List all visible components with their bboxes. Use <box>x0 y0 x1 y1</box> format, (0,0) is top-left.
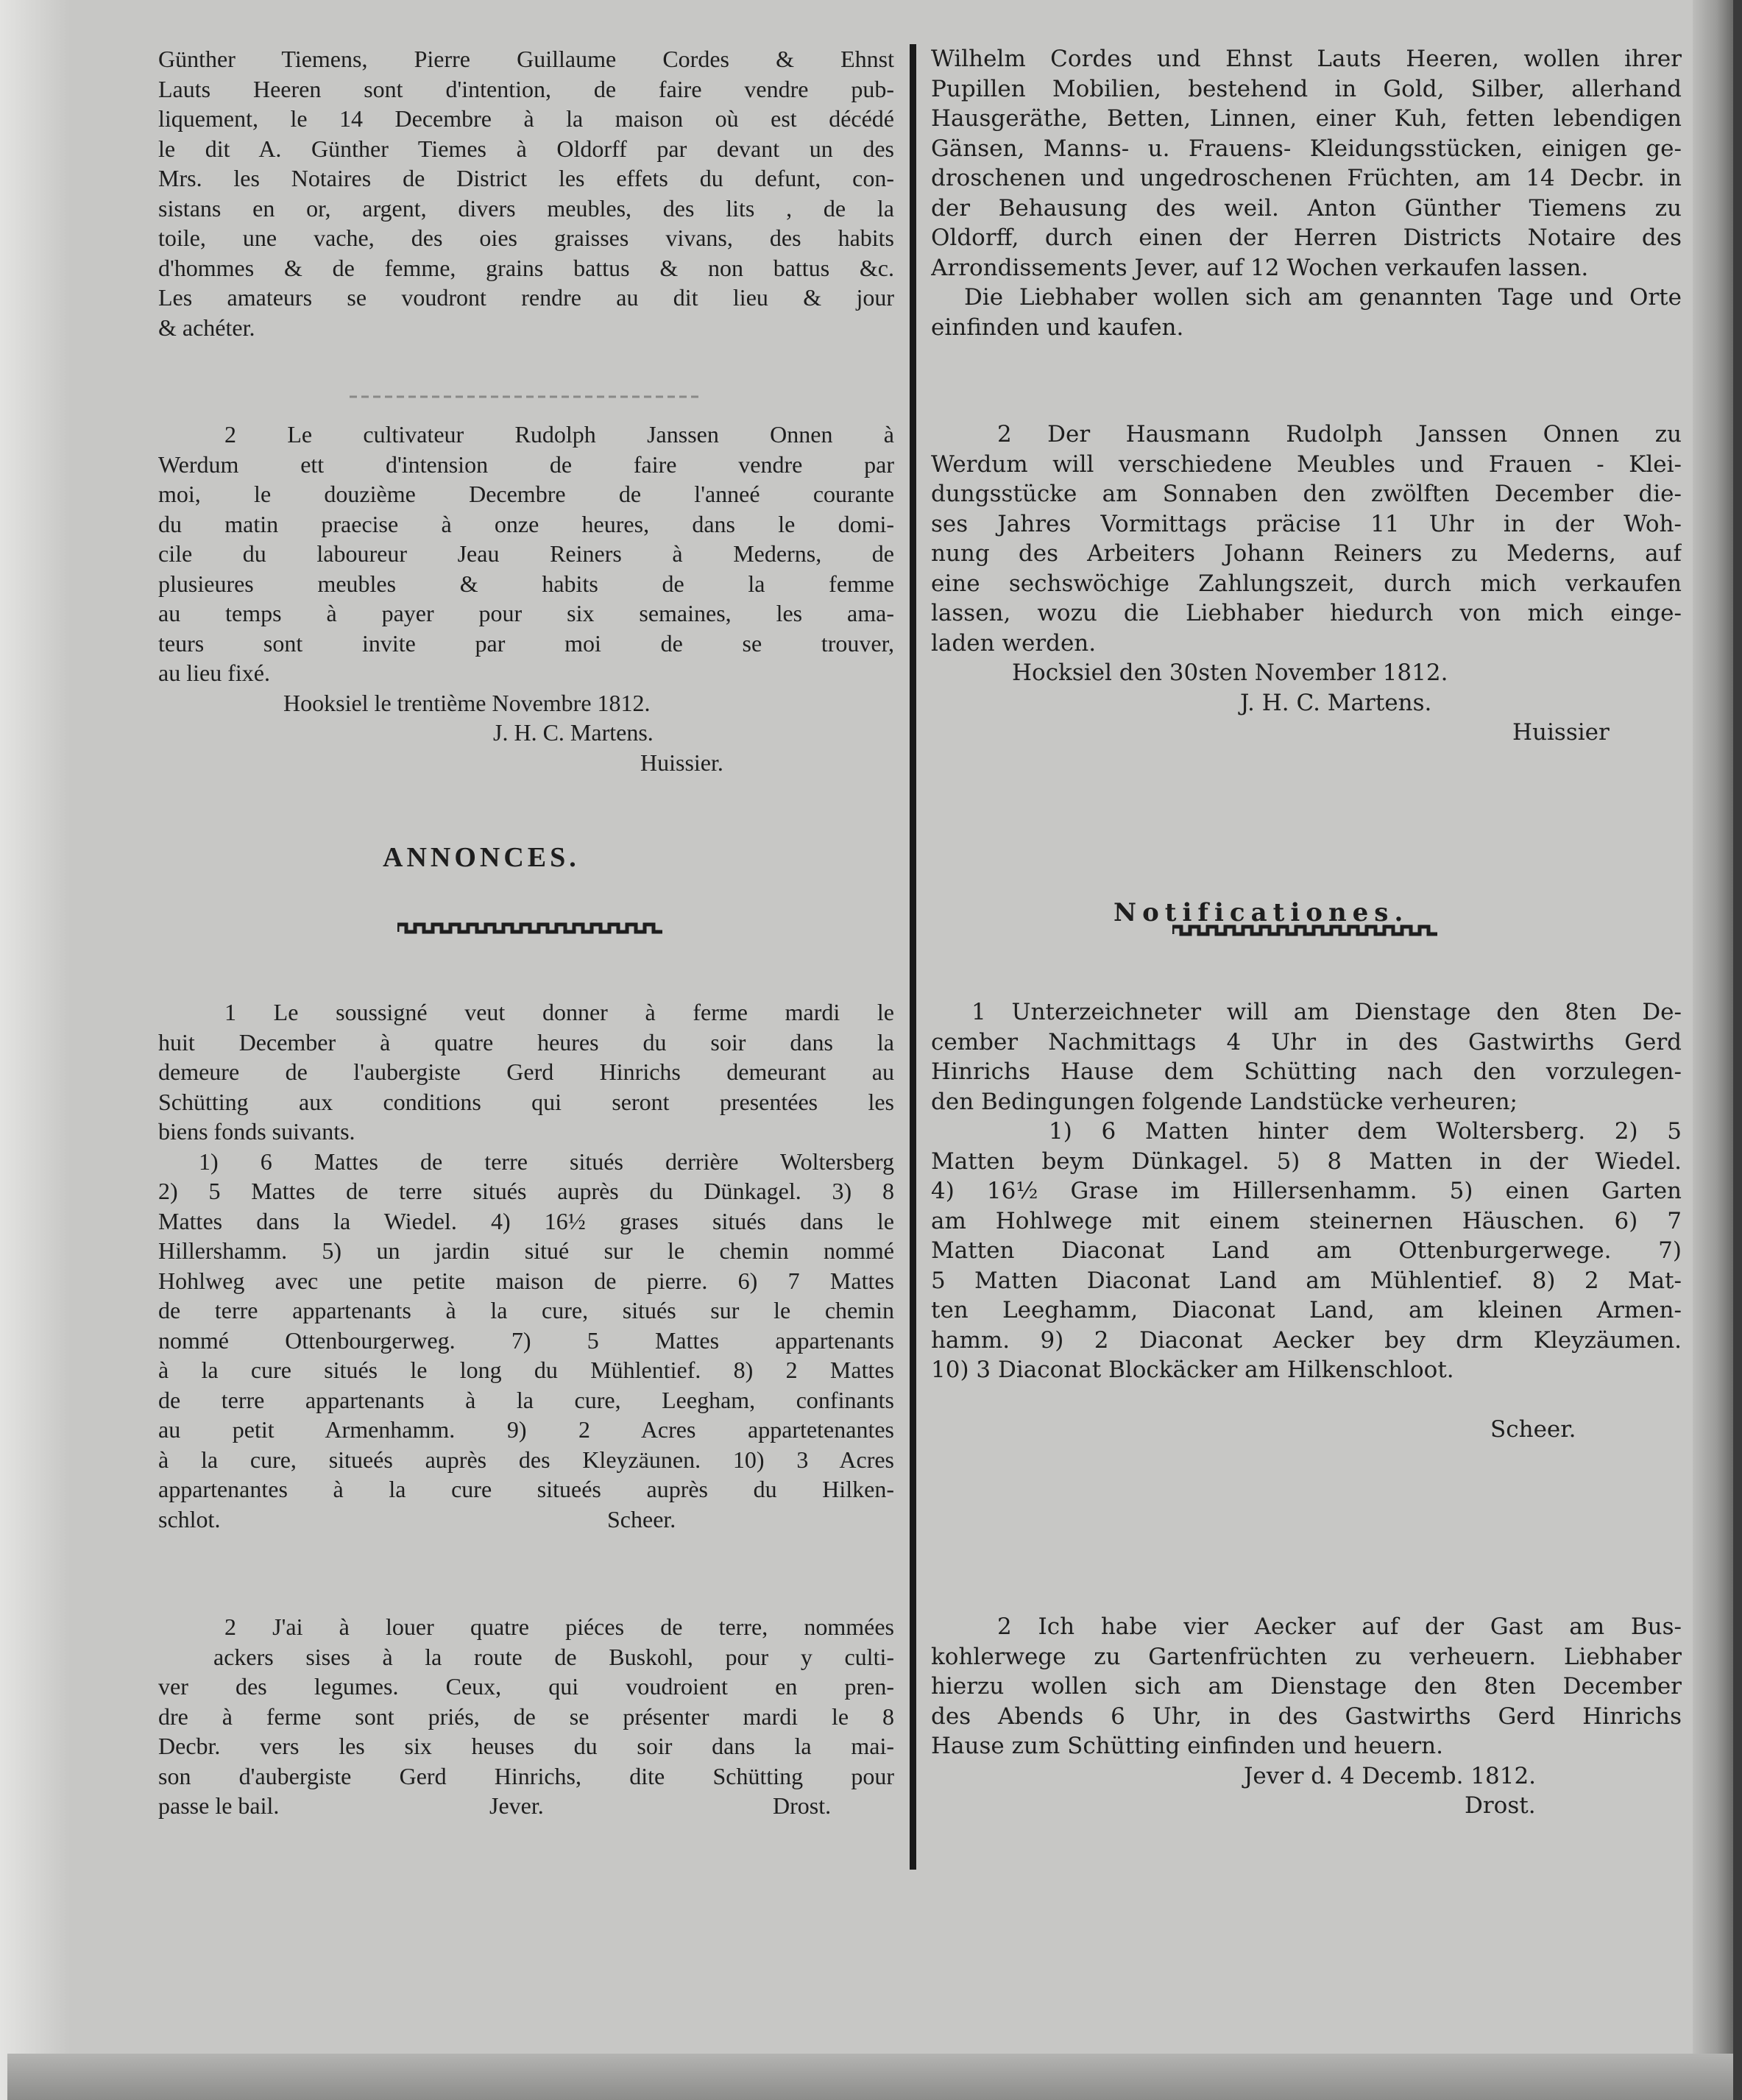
text-line: hamm. 9) 2 Diaconat Aecker bey drm Kleyzäumen. <box>931 1326 1682 1354</box>
text-line: au temps à payer pour six semaines, les ama- <box>158 600 894 626</box>
text-line: 1) 6 Matten hinter dem Woltersberg. 2) 5 <box>1049 1118 1682 1145</box>
text-line: Matten Diaconat Land am Ottenburgerwege. 7) <box>931 1237 1682 1264</box>
text-line: d'hommes & de femme, grains battus & non battus &c. <box>158 254 894 281</box>
notice-scheer-de <box>931 997 1682 1444</box>
heading-ornament <box>1172 922 1437 938</box>
text-line: Lauts Heeren sont d'intention, de faire vendre pub- <box>158 75 894 102</box>
place-date: Jever d. 4 Decemb. 1812. <box>1244 1762 1537 1789</box>
text-line: 2) 5 Mattes de terre situés auprès du Dünkagel. 3) 8 <box>158 1178 894 1204</box>
text-line: Les amateurs se voudront rendre au dit lieu & jour <box>158 284 894 311</box>
text-line: moi, le douzième Decembre de l'anneé courante <box>158 481 894 507</box>
text-line: Pupillen Mobilien, bestehend in Gold, Silber, allerhand <box>931 75 1682 102</box>
text-line: kohlerwege zu Gartenfrüchten zu verheuern. Liebhaber <box>931 1643 1682 1670</box>
text-line: Arrondissements Jever, auf 12 Wochen verkaufen lassen. <box>931 254 1589 281</box>
text-line: plusieures meubles & habits de la femme <box>158 570 894 597</box>
text-line: biens fonds suivants. <box>158 1118 355 1145</box>
text-line: au petit Armenhamm. 9) 2 Acres appartetenantes <box>158 1416 894 1443</box>
text-line: Oldorff, durch einen der Herren Districts Notaire des <box>931 225 1682 251</box>
place-name: Jever. <box>489 1792 544 1819</box>
text-line: Schütting aux conditions qui seront presentées les <box>158 1088 894 1115</box>
text-line: Hohlweg avec une petite maison de pierre. 6) 7 Mattes <box>158 1267 894 1294</box>
text-line: nung des Arbeiters Johann Reiners zu Mederns, auf <box>931 540 1682 567</box>
text-line: sistans en or, argent, divers meubles, des lits , de la <box>158 194 894 222</box>
signer-name: Drost. <box>773 1792 832 1819</box>
text-line: hierzu wollen sich am Dienstage den 8ten December <box>931 1673 1682 1700</box>
text-line: Die Liebhaber wollen sich am genannten Tage und Orte <box>964 284 1682 311</box>
signer-name: Drost. <box>1465 1792 1536 1819</box>
text-line: 1 Le soussigné veut donner à ferme mardi le <box>224 999 894 1025</box>
text-line: demeure de l'aubergiste Gerd Hinrichs demeurant au <box>158 1058 894 1085</box>
text-line: dungsstücke am Sonnaben den zwölften December die- <box>931 481 1682 507</box>
text-line: 2 J'ai à louer quatre piéces de terre, nommées <box>224 1613 894 1640</box>
text-line: cember Nachmittags 4 Uhr in des Gastwirths Gerd <box>931 1028 1682 1056</box>
text-line: Mattes dans la Wiedel. 4) 16½ grases situés dans le <box>158 1207 894 1234</box>
text-line: ses Jahres Vormittags präcise 11 Uhr in der Woh- <box>931 510 1682 537</box>
text-line: dre à ferme sont priés, de se présenter mardi le 8 <box>158 1703 894 1730</box>
notice-drost-de <box>931 1612 1682 1821</box>
text-line: 4) 16½ Grase im Hillersenhamm. 5) einen Garten <box>931 1178 1682 1204</box>
signer-name: Scheer. <box>1490 1415 1576 1443</box>
text-line: liquement, le 14 Decembre à la maison où est décédé <box>158 105 894 132</box>
text-line: 2 Le cultivateur Rudolph Janssen Onnen à <box>224 421 894 448</box>
text-line: teurs sont invite par moi de se trouver, <box>158 629 894 657</box>
text-line: Hillershamm. 5) un jardin situé sur le chemin nommé <box>158 1237 894 1264</box>
text-line: son d'aubergiste Gerd Hinrichs, dite Schütting pour <box>158 1762 894 1789</box>
text-line: du matin praecise à onze heures, dans le domi- <box>158 510 894 537</box>
place-date: Hooksiel le trentième Novembre 1812. <box>283 689 651 716</box>
text-line: le dit A. Günther Tiemes à Oldorff par devant un des <box>158 135 894 162</box>
closing-line <box>158 1791 894 1820</box>
text-line: der Behausung des weil. Anton Günther Tiemens zu <box>931 194 1682 222</box>
text-line: passe le bail. <box>158 1792 280 1819</box>
text-line: 10) 3 Diaconat Blockäcker am Hilkenschloot. <box>931 1357 1454 1383</box>
text-line: 1 Unterzeichneter will am Dienstage den 8ten De- <box>971 999 1682 1025</box>
text-line: laden werden. <box>931 629 1097 657</box>
section-heading-annonces: ANNONCES. <box>383 842 580 873</box>
page-edge-right <box>1693 0 1733 2100</box>
notice-tiemens-fr <box>158 44 894 342</box>
page-curl-shadow <box>0 0 70 2100</box>
text-line: 2 Ich habe vier Aecker auf der Gast am Bus- <box>997 1613 1682 1640</box>
text-line: einfinden und kaufen. <box>931 314 1184 341</box>
text-line: am Hohlwege mit einem steinernen Häuschen. 6) 7 <box>931 1207 1682 1234</box>
text-line: de terre appartenants à la cure, Leegham, confinants <box>158 1386 894 1413</box>
text-line: Hause zum Schütting einfinden und heuern. <box>931 1733 1443 1759</box>
text-line: au lieu fixé. <box>158 660 270 686</box>
text-line: ackers sises à la route de Buskohl, pour y culti- <box>213 1643 894 1670</box>
page-edge-bottom <box>7 2054 1733 2100</box>
text-line: Werdum will verschiedene Meubles und Frauen - Klei- <box>931 450 1682 478</box>
text-line: à la cure situés le long du Mühlentief. 8) 2 Mattes <box>158 1357 894 1383</box>
closing-line <box>158 1505 894 1534</box>
text-line: Günther Tiemens, Pierre Guillaume Cordes & Ehnst <box>158 46 894 72</box>
text-line: Hausgeräthe, Betten, Linnen, einer Kuh, fetten lebendigen <box>931 105 1682 132</box>
place-date: Hocksiel den 30sten November 1812. <box>1012 660 1448 686</box>
notice-drost-fr <box>158 1612 894 1820</box>
column-divider <box>910 44 916 1870</box>
text-line: 2 Der Hausmann Rudolph Janssen Onnen zu <box>997 421 1682 448</box>
text-line: Wilhelm Cordes und Ehnst Lauts Heeren, wollen ihrer <box>931 46 1682 72</box>
signer-name: J. H. C. Martens. <box>493 719 654 746</box>
text-line: Werdum ett d'intension de faire vendre par <box>158 450 894 478</box>
text-line: à la cure, situeés auprès des Kleyzäunen. 10) 3 Acres <box>158 1446 894 1473</box>
text-line: 5 Matten Diaconat Land am Mühlentief. 8) 2 Mat- <box>931 1267 1682 1294</box>
text-line: Matten beym Dünkagel. 5) 8 Matten in der Wiedel. <box>931 1148 1682 1175</box>
text-line: 1) 6 Mattes de terre situés derrière Woltersberg <box>199 1148 894 1175</box>
heading-ornament <box>397 920 662 936</box>
text-line: den Bedingungen folgende Landstücke verheuren; <box>931 1088 1518 1115</box>
text-line: toile, une vache, des oies graisses vivans, des habits <box>158 225 894 251</box>
separator-ornament <box>350 392 703 400</box>
notice-onnen-de <box>931 420 1682 748</box>
text-line: huit December à quatre heures du soir dans la <box>158 1028 894 1056</box>
signer-name: J. H. C. Martens. <box>1240 689 1432 716</box>
text-line: droschenen und ungedroschenen Früchten, am 14 Decbr. in <box>931 165 1682 191</box>
section-heading-notificationes: Notificationes. <box>1113 898 1409 927</box>
text-line: Decbr. vers les six heuses du soir dans la mai- <box>158 1733 894 1759</box>
text-line: de terre appartenants à la cure, situés sur le chemin <box>158 1297 894 1323</box>
text-line: schlot. <box>158 1505 221 1532</box>
text-line: ten Leeghamm, Diaconat Land, am kleinen Armen- <box>931 1297 1682 1323</box>
text-line: appartenantes à la cure situeés auprès du Hilken- <box>158 1476 894 1502</box>
text-line: Gänsen, Manns- u. Frauens- Kleidungsstücken, einigen ge- <box>931 135 1682 162</box>
text-line: Mrs. les Notaires de District les effets du defunt, con- <box>158 165 894 191</box>
text-line: nommé Ottenbourgerweg. 7) 5 Mattes appartenants <box>158 1326 894 1354</box>
text-line: des Abends 6 Uhr, in des Gastwirths Gerd Hinrichs <box>931 1703 1682 1730</box>
notice-scheer-fr <box>158 997 894 1534</box>
text-line: eine sechswöchige Zahlungszeit, durch mich verkaufen <box>931 570 1682 597</box>
text-line: lassen, wozu die Liebhaber hiedurch von mich einge- <box>931 600 1682 626</box>
text-line: Hinrichs Hause dem Schütting nach den vorzulegen- <box>931 1058 1682 1085</box>
text-line: & achéter. <box>158 314 255 341</box>
signer-name: Scheer. <box>607 1505 676 1532</box>
signer-title: Huissier <box>1512 719 1610 746</box>
notice-tiemens-de <box>931 44 1682 342</box>
signer-title: Huissier. <box>640 749 723 776</box>
notice-onnen-fr <box>158 420 894 777</box>
text-line: cile du laboureur Jeau Reiners à Mederns, de <box>158 540 894 567</box>
text-line: ver des legumes. Ceux, qui voudroient en pren- <box>158 1673 894 1700</box>
